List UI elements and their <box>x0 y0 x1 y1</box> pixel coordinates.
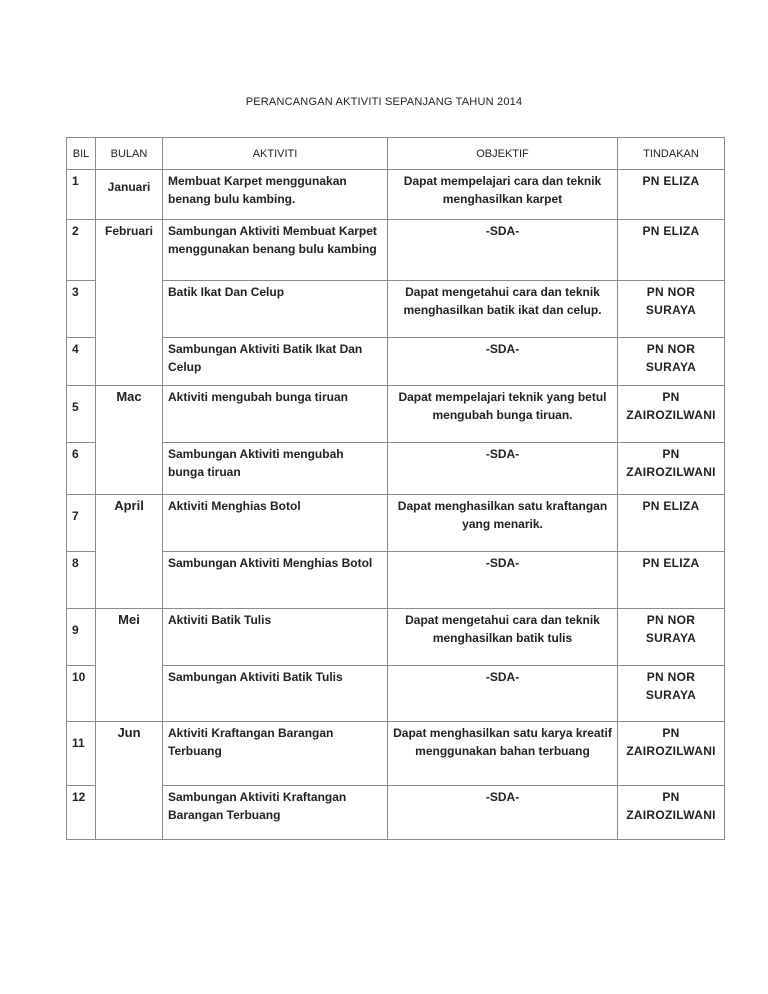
row-number: 6 <box>67 443 96 495</box>
row-number: 8 <box>67 552 96 609</box>
table-row <box>67 281 725 338</box>
objective-cell: Dapat menghasilkan satu kraftangan yang menarik. <box>388 495 618 552</box>
objective-cell: Dapat menghasilkan satu karya kreatif menggunakan bahan terbuang <box>388 722 618 786</box>
row-number: 12 <box>67 786 96 840</box>
action-cell: PN ZAIROZILWANI <box>618 722 725 786</box>
row-number: 10 <box>67 666 96 722</box>
row-number: 2 <box>67 220 96 281</box>
objective-cell: Dapat mengetahui cara dan teknik menghasilkan batik tulis <box>388 609 618 666</box>
header-aktiviti: AKTIVITI <box>163 138 388 170</box>
row-number: 5 <box>67 386 96 443</box>
activity-cell: Aktiviti Kraftangan Barangan Terbuang <box>163 722 388 786</box>
action-cell: PN ZAIROZILWANI <box>618 386 725 443</box>
row-number: 4 <box>67 338 96 386</box>
table-row <box>67 386 725 443</box>
month-cell: Jun <box>96 722 163 840</box>
table-row <box>67 170 725 220</box>
activity-cell: Aktiviti Batik Tulis <box>163 609 388 666</box>
action-cell: PN NOR SURAYA <box>618 338 725 386</box>
activity-cell: Sambungan Aktiviti Batik Ikat Dan Celup <box>163 338 388 386</box>
objective-cell: -SDA- <box>388 443 618 495</box>
activity-plan-table <box>66 137 725 840</box>
objective-cell: -SDA- <box>388 552 618 609</box>
row-number: 3 <box>67 281 96 338</box>
activity-cell: Sambungan Aktiviti Menghias Botol <box>163 552 388 609</box>
activity-cell: Batik Ikat Dan Celup <box>163 281 388 338</box>
action-cell: PN ELIZA <box>618 220 725 281</box>
activity-cell: Sambungan Aktiviti mengubah bunga tiruan <box>163 443 388 495</box>
table-row <box>67 609 725 666</box>
document-title: PERANCANGAN AKTIVITI SEPANJANG TAHUN 2014 <box>245 96 523 108</box>
action-cell: PN ZAIROZILWANI <box>618 443 725 495</box>
action-cell: PN NOR SURAYA <box>618 281 725 338</box>
table-row <box>67 338 725 386</box>
month-cell: Mac <box>96 386 163 495</box>
activity-cell: Sambungan Aktiviti Membuat Karpet menggunakan benang bulu kambing <box>163 220 388 281</box>
table-row <box>67 443 725 495</box>
header-tindakan: TINDAKAN <box>618 138 725 170</box>
table-row <box>67 722 725 786</box>
objective-cell: -SDA- <box>388 786 618 840</box>
row-number: 11 <box>67 722 96 786</box>
objective-cell: -SDA- <box>388 666 618 722</box>
action-cell: PN ELIZA <box>618 495 725 552</box>
month-cell: April <box>96 495 163 609</box>
activity-cell: Sambungan Aktiviti Kraftangan Barangan Terbuang <box>163 786 388 840</box>
table-row <box>67 220 725 281</box>
action-cell: PN ELIZA <box>618 170 725 220</box>
header-objektif: OBJEKTIF <box>388 138 618 170</box>
action-cell: PN ZAIROZILWANI <box>618 786 725 840</box>
activity-cell: Aktiviti Menghias Botol <box>163 495 388 552</box>
objective-cell: Dapat mempelajari cara dan teknik menghasilkan karpet <box>388 170 618 220</box>
table-header-row <box>67 138 725 170</box>
row-number: 1 <box>67 170 96 220</box>
table-row <box>67 666 725 722</box>
header-bulan: BULAN <box>96 138 163 170</box>
objective-cell: Dapat mengetahui cara dan teknik menghasilkan batik ikat dan celup. <box>388 281 618 338</box>
table-row <box>67 786 725 840</box>
activity-cell: Aktiviti mengubah bunga tiruan <box>163 386 388 443</box>
table-row <box>67 495 725 552</box>
action-cell: PN NOR SURAYA <box>618 666 725 722</box>
month-cell: Januari <box>96 170 163 220</box>
activity-cell: Membuat Karpet menggunakan benang bulu kambing. <box>163 170 388 220</box>
header-bil: BIL <box>67 138 96 170</box>
action-cell: PN ELIZA <box>618 552 725 609</box>
month-cell: Februari <box>96 220 163 386</box>
row-number: 7 <box>67 495 96 552</box>
objective-cell: Dapat mempelajari teknik yang betul mengubah bunga tiruan. <box>388 386 618 443</box>
table-row <box>67 552 725 609</box>
objective-cell: -SDA- <box>388 220 618 281</box>
row-number: 9 <box>67 609 96 666</box>
action-cell: PN NOR SURAYA <box>618 609 725 666</box>
activity-cell: Sambungan Aktiviti Batik Tulis <box>163 666 388 722</box>
month-cell: Mei <box>96 609 163 722</box>
objective-cell: -SDA- <box>388 338 618 386</box>
